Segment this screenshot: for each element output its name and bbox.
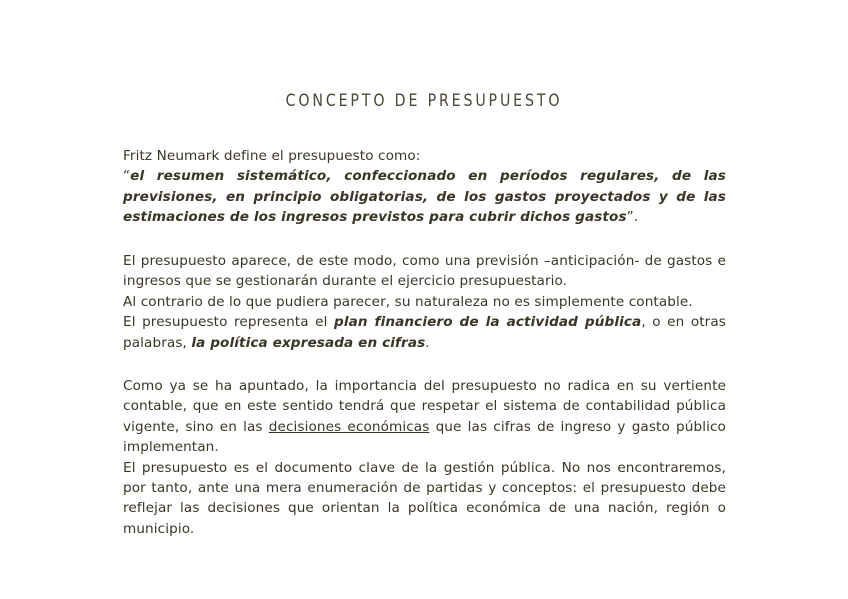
paragraph-plan [123,312,726,353]
quote-close-mark: ”. [626,209,639,226]
quote-text: el resumen sistemático, confeccionado en períodos regulares, de las previsiones, en principio obligatorias, de los gastos proyectados y de las estimaciones de los ingresos previstos para cubrir dichos gastos [123,168,726,226]
plan-text-e: . [425,334,430,351]
definition-quote [123,166,726,227]
nature-block [123,251,726,353]
paragraph-prevision: El presupuesto aparece, de este modo, como una previsión –anticipación- de gastos e ingresos que se gestionarán durante el ejercicio presupuestario. [123,253,726,290]
page-title: CONCEPTO DE PRESUPUESTO [285,91,563,110]
paragraph-importance [123,376,726,458]
quote-open-mark: “ [123,168,131,185]
definition-block [123,146,726,228]
importance-text-a: Como ya se ha apuntado, la importancia del presupuesto no radica en su vertiente contable, que en este sentido tendrá que respetar el sistema de contabilidad pública vigente, sino en las [123,378,726,435]
intro-line: Fritz Neumark define el presupuesto como: [123,148,421,164]
plan-text-c: , o en otras palabras, [123,314,726,351]
decisiones-economicas-underlined: decisiones económicas [268,418,430,435]
paragraph-documento-clave: El presupuesto es el documento clave de la gestión pública. No nos encontraremos, por tanto, ante una mera enumeración de partidas y conceptos: el presupuesto debe reflejar las decisiones que orientan la política económica de una nación, región o municipio. [123,459,726,537]
paragraph-contable: Al contrario de lo que pudiera parecer, su naturaleza no es simplemente contable. [123,293,693,310]
importance-text-c: que las cifras de ingreso y gasto público implementan. [123,418,726,456]
importance-block [123,376,726,539]
policy-emphasis: la política expresada en cifras [191,334,426,351]
plan-text-a: El presupuesto representa el [123,314,334,331]
plan-emphasis: plan financiero de la actividad pública [334,314,642,331]
